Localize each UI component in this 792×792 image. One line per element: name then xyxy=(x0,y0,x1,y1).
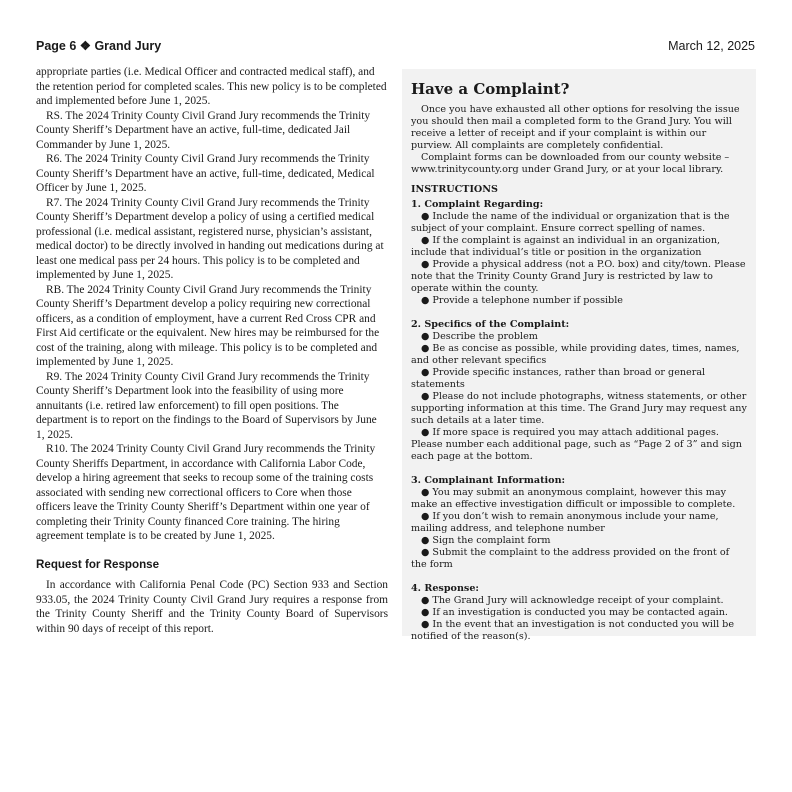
paragraph-r7: R7. The 2024 Trinity County Civil Grand Jury recommends the Trinity County Sheriff’s Department develop a policy of using a certified medical professional (i.e. medical assistant, registered nurse, physician’s assistant, medical doctor) to be directly involved in handing out medications during at least one medical pass per 24 hours. This policy is to be completed and implemented by June 1, 2025. xyxy=(36,196,384,281)
list-item: ● If more space is required you may attach additional pages. Please number each additional page, such as “Page 2 of 3” and sign each page at the bottom. xyxy=(411,427,742,462)
request-for-response-heading: Request for Response xyxy=(36,557,160,571)
list-item: ● The Grand Jury will acknowledge receipt of your complaint. xyxy=(421,595,724,606)
recommendations-column xyxy=(36,65,388,636)
list-item: ● In the event that an investigation is not conducted you will be notified of the reason(s). xyxy=(411,619,735,642)
section-title: 1. Complaint Regarding: xyxy=(411,199,544,210)
paragraph-r6: R6. The 2024 Trinity County Civil Grand Jury recommends the Trinity County Sheriff’s Department have an active, full-time, dedicated, Medical Officer by June 1, 2025. xyxy=(36,153,375,194)
list-item: ● If an investigation is conducted you may be contacted again. xyxy=(421,607,728,618)
list-item: ● If the complaint is against an individual in an organization, include that individual’s title or position in the organization xyxy=(411,235,721,258)
list-item: ● Include the name of the individual or organization that is the subject of your complaint. Ensure correct spelling of names. xyxy=(411,211,730,234)
list-item: ● Submit the complaint to the address provided on the front of the form xyxy=(411,547,730,570)
instructions-heading: INSTRUCTIONS xyxy=(411,184,498,195)
spacer xyxy=(411,463,747,475)
paragraph-r5: RS. The 2024 Trinity County Civil Grand Jury recommends the Trinity County Sheriff’s Department have an active, full-time, dedicated Jail Commander by June 1, 2025. xyxy=(36,109,371,151)
list-item: ● Please do not include photographs, witness statements, or other supporting information at this time. The Grand Jury may request any such details at a later time. xyxy=(411,391,747,426)
page-date: March 12, 2025 xyxy=(668,39,755,53)
sidebar-intro-1: Once you have exhausted all other options for resolving the issue you should then mail a completed form to the Grand Jury. You will receive a letter of receipt and if your complaint is within our purview. All complaints are completely confidential. xyxy=(411,104,740,151)
paragraph-r9: R9. The 2024 Trinity County Civil Grand Jury recommends the Trinity County Sheriff’s Department look into the feasibility of using more annuitants (i.e. retired law enforcement) to fill open positions. The department is to report on the findings to the Board of Supervisors by June 1, 2025. xyxy=(36,370,377,441)
list-item: ● Sign the complaint form xyxy=(421,535,551,546)
section-title: 4. Response: xyxy=(411,583,479,594)
paragraph-r10: R10. The 2024 Trinity County Civil Grand Jury recommends the Trinity County Sheriffs Department, in accordance with California Labor Code, develop a hiring agreement that seeks to recoup some of the training costs associated with sending new correctional officers to Core when those officers leave the Trinity County Sheriff’s Department within one year of completing their Trinity County financed Core training. The hiring agreement template is to be created by June 1, 2025. xyxy=(36,443,376,542)
list-item: ● You may submit an anonymous complaint, however this may make an effective investigation difficult or impossible to complete. xyxy=(411,487,736,510)
sidebar-title: Have a Complaint? xyxy=(411,80,570,98)
section-title: 3. Complainant Information: xyxy=(411,475,566,486)
spacer xyxy=(411,571,747,583)
paragraph-continuation: appropriate parties (i.e. Medical Officer and contracted medical staff), and the retention period for completed scales. This new policy is to be completed and implemented before June 1, 2025. xyxy=(36,66,387,107)
list-item: ● If you don’t wish to remain anonymous include your name, mailing address, and telephone number xyxy=(411,511,719,534)
spacer xyxy=(411,307,747,319)
complaint-sidebar xyxy=(402,69,756,642)
list-item: ● Provide a telephone number if possible xyxy=(421,295,623,306)
list-item: ● Be as concise as possible, while providing dates, times, names, and other relevant specifics xyxy=(411,343,740,366)
page-header xyxy=(36,38,755,53)
sidebar-intro-2: Complaint forms can be downloaded from our county website – www.trinitycounty.org under Grand Jury, or at your local library. xyxy=(411,152,730,175)
request-for-response-text: In accordance with California Penal Code (PC) Section 933 and Section 933.05, the 2024 Trinity County Civil Grand Jury requires a response from the Trinity County Sheriff and the Trinity County Board of Supervisors within 90 days of receipt of this report. xyxy=(36,579,388,635)
paragraph-r8: RB. The 2024 Trinity County Civil Grand Jury recommends the Trinity County Sheriff’s Department develop a policy requiring new correctional officers, as a condition of employment, have a current Red Cross CPR and First Aid certificate or the equivalent. New hires may be reimbursed for the cost of the training, along with mileage. This policy is to be completed and implemented by June 1, 2025. xyxy=(36,283,380,368)
section-title: 2. Specifics of the Complaint: xyxy=(411,319,570,330)
list-item: ● Provide a physical address (not a P.O. box) and city/town. Please note that the Trinity County Grand Jury is restricted by law to operate within the county. xyxy=(411,259,746,294)
page-label: Page 6 ❖ Grand Jury xyxy=(36,39,162,53)
list-item: ● Provide specific instances, rather than broad or general statements xyxy=(411,367,706,390)
list-item: ● Describe the problem xyxy=(421,331,538,342)
